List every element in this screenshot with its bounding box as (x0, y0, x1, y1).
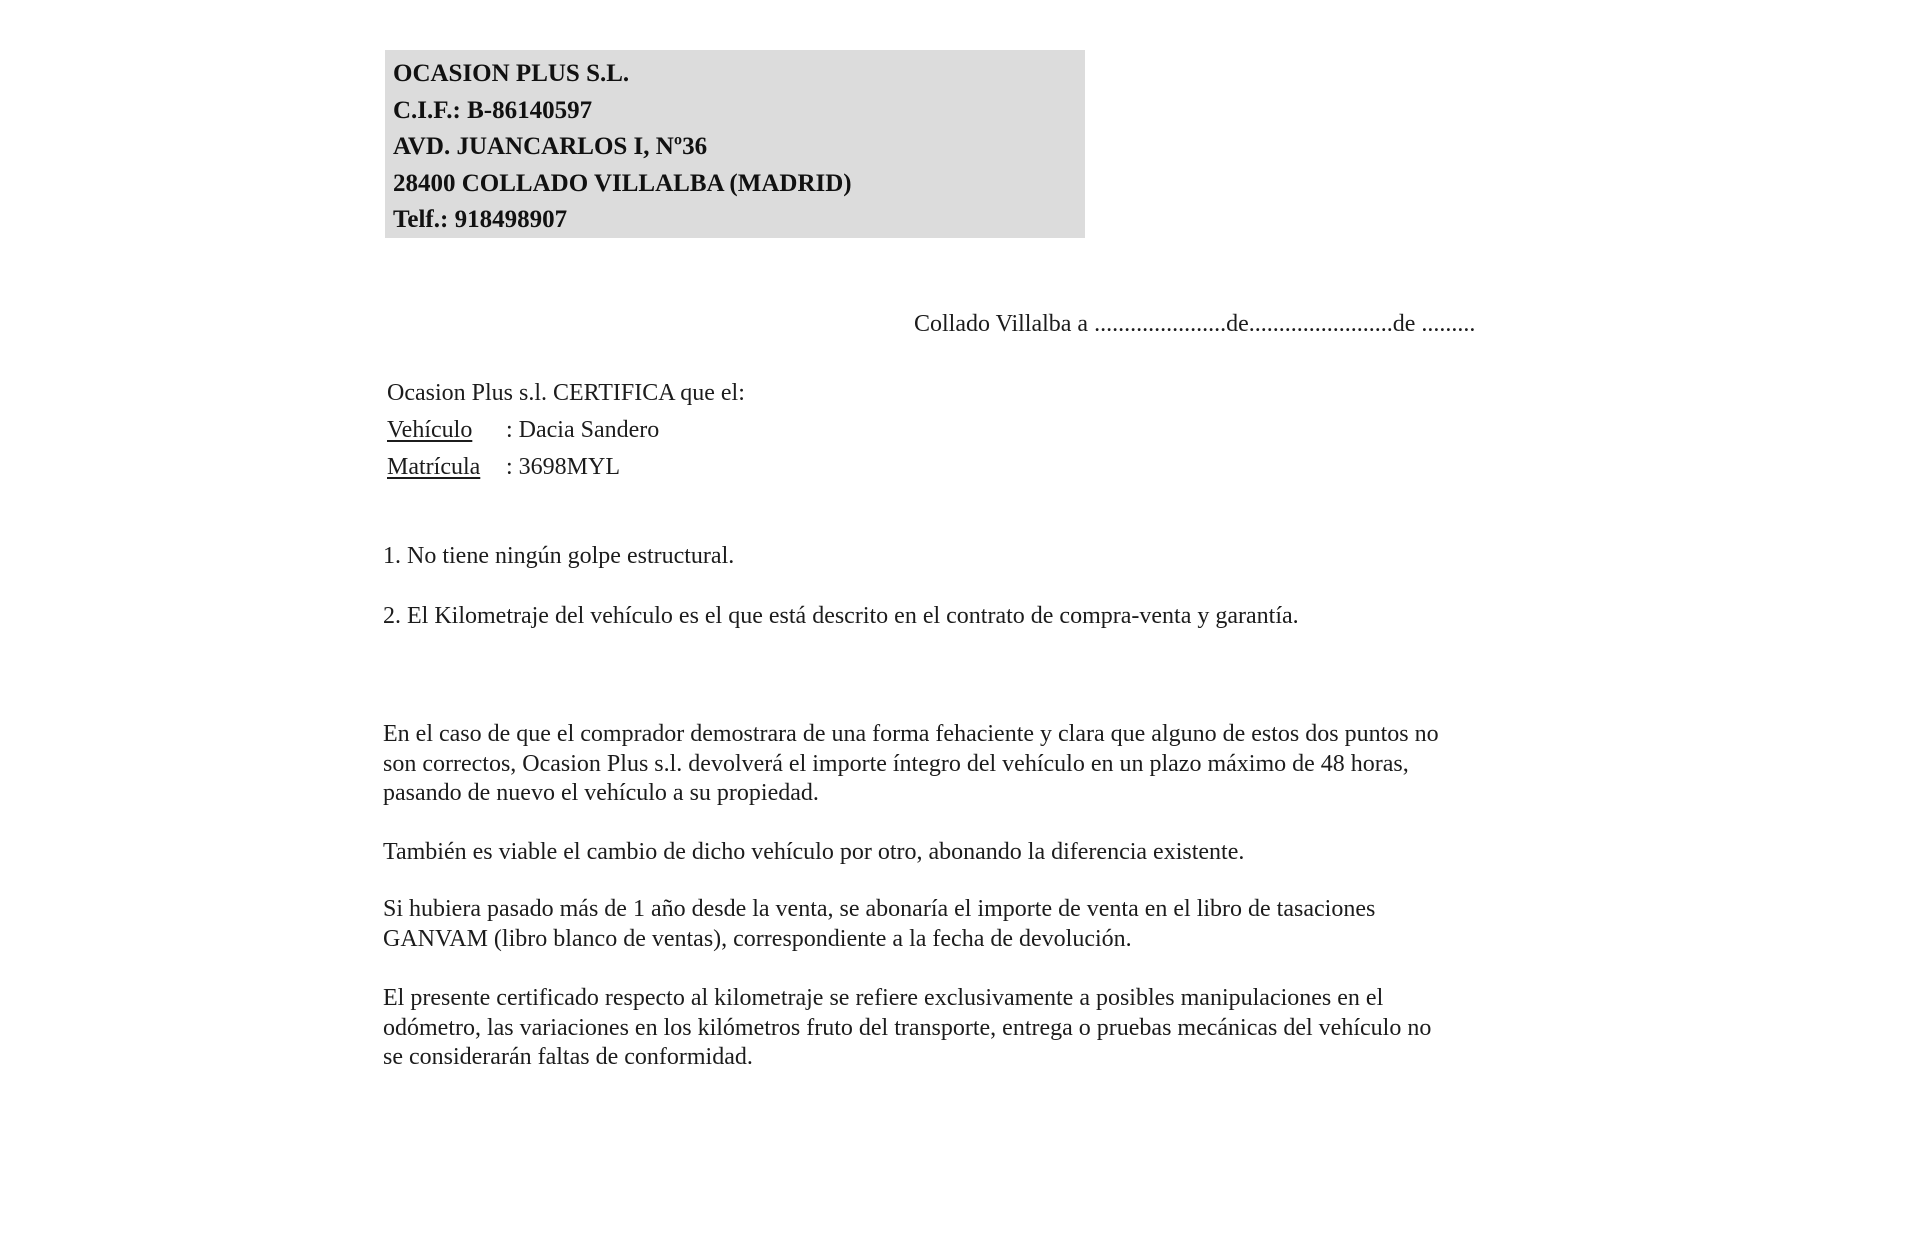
paragraph-line: son correctos, Ocasion Plus s.l. devolverá el importe íntegro del vehículo en un plazo máximo de 48 horas, (383, 750, 1409, 777)
point-item: 2. El Kilometraje del vehículo es el que está descrito en el contrato de compra-venta y garantía. (383, 603, 1299, 629)
paragraph-line: Si hubiera pasado más de 1 año desde la venta, se abonaría el importe de venta en el libro de tasaciones (383, 896, 1376, 922)
vehicle-label: Vehículo (387, 417, 473, 443)
paragraph-line: También es viable el cambio de dicho vehículo por otro, abonando la diferencia existente. (383, 839, 1245, 865)
company-address: AVD. JUANCARLOS I, Nº36 (393, 133, 708, 160)
paragraph-exchange (383, 838, 1573, 868)
vehicle-row (387, 412, 745, 449)
paragraph-line: pasando de nuevo el vehículo a su propiedad. (383, 780, 819, 806)
plate-label: Matrícula (387, 454, 481, 480)
paragraph-line: GANVAM (libro blanco de ventas), correspondiente a la fecha de devolución. (383, 925, 1132, 952)
plate-row (387, 449, 745, 486)
company-header-box (385, 50, 1085, 238)
company-cif: C.I.F.: B-86140597 (393, 96, 593, 124)
date-line: Collado Villalba a ......................de........................de ......... (914, 311, 1476, 337)
company-city: 28400 COLLADO VILLALBA (MADRID) (393, 169, 852, 197)
paragraph-line: En el caso de que el comprador demostrara de una forma fehaciente y clara que alguno de estos dos puntos no (383, 721, 1439, 747)
paragraph-line: El presente certificado respecto al kilometraje se refiere exclusivamente a posibles manipulaciones en el (383, 985, 1384, 1011)
point-item: 1. No tiene ningún golpe estructural. (383, 543, 735, 569)
paragraph-refund (383, 720, 1573, 809)
certificate-intro: Ocasion Plus s.l. CERTIFICA que el: (387, 380, 745, 406)
company-phone: Telf.: 918498907 (393, 206, 568, 233)
paragraph-odometer (383, 984, 1573, 1073)
plate-value: : 3698MYL (506, 454, 620, 480)
paragraph-ganvam (383, 895, 1573, 954)
vehicle-value: : Dacia Sandero (506, 417, 660, 443)
paragraph-line: se considerarán faltas de conformidad. (383, 1044, 753, 1070)
company-name: OCASION PLUS S.L. (393, 60, 630, 87)
certificate-block (387, 375, 745, 486)
paragraph-line: odómetro, las variaciones en los kilómetros fruto del transporte, entrega o pruebas mecánicas del vehículo no (383, 1014, 1432, 1041)
